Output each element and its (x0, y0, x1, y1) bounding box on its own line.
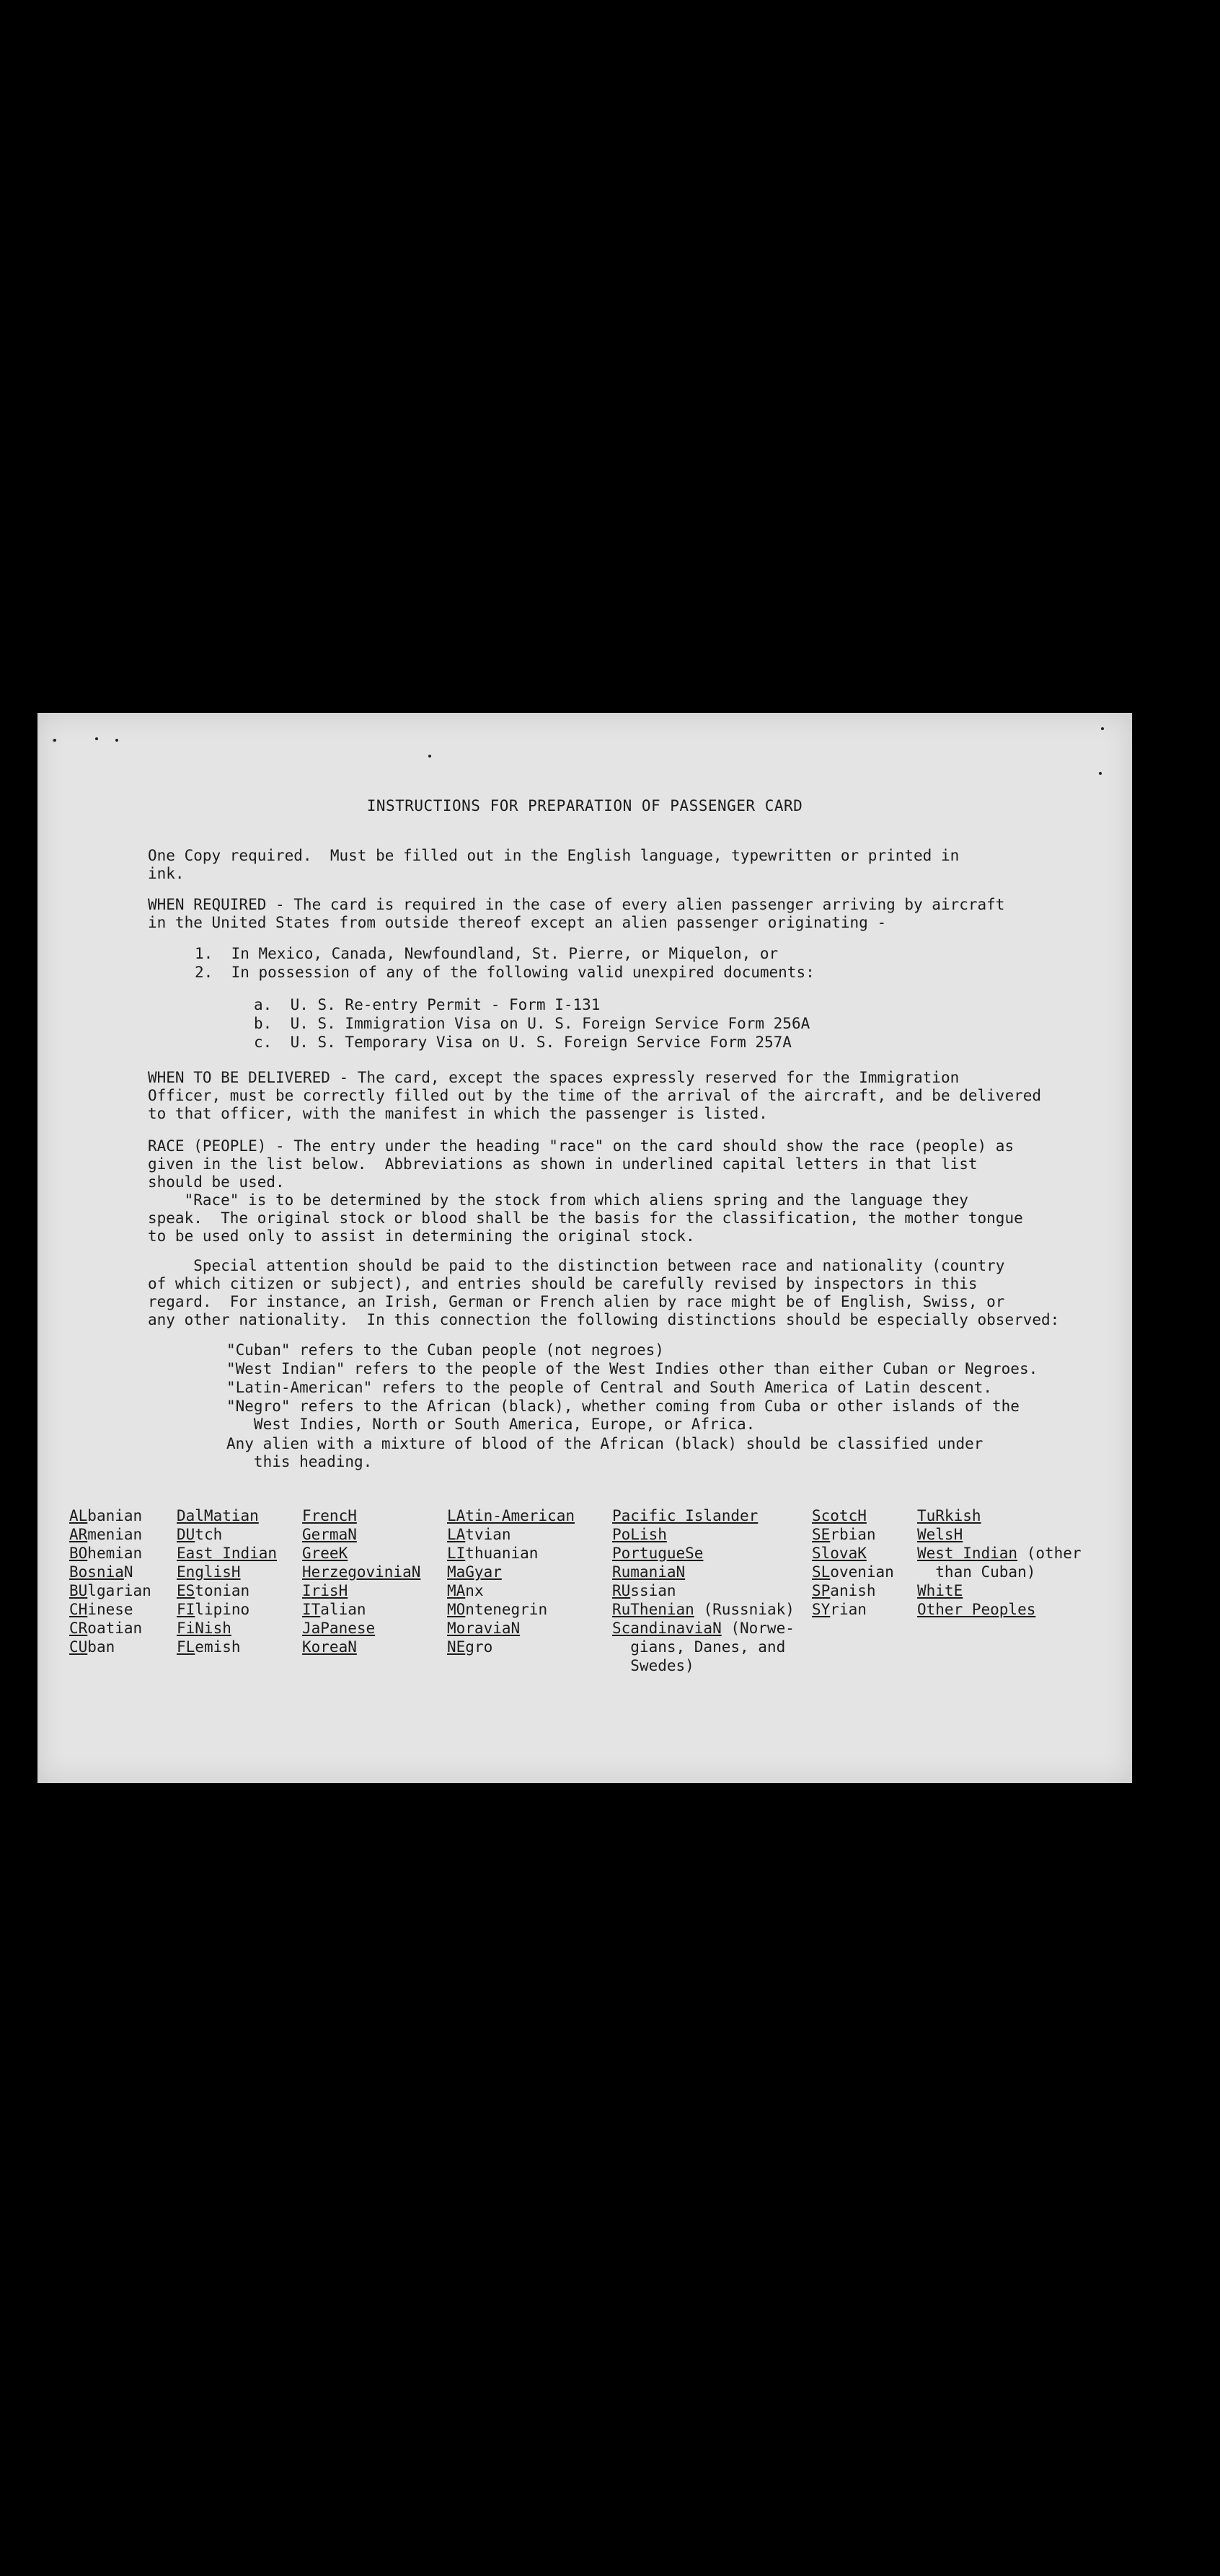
race-name-rest: ban (87, 1638, 115, 1656)
race-abbreviation: LA (447, 1526, 466, 1543)
race-name-rest: emish (195, 1638, 241, 1656)
race-abbreviation: AL (69, 1507, 88, 1524)
distinction-item: Any alien with a mixture of blood of the African (black) should be classified under this heading. (226, 1435, 983, 1470)
document-sheet (37, 713, 1132, 1783)
race-abbreviation: GermaN (302, 1526, 357, 1543)
race-entry (447, 1544, 575, 1563)
race-entry (612, 1544, 795, 1563)
race-abbreviation: MA (447, 1582, 466, 1599)
race-abbreviation: AR (69, 1526, 88, 1543)
race-name-rest: (Norwe- (721, 1620, 795, 1637)
race-column (612, 1506, 795, 1675)
race-name-rest: ssian (630, 1582, 676, 1599)
race-abbreviation: Other Peoples (917, 1601, 1036, 1618)
distinction-item: "Cuban" refers to the Cuban people (not negroes) (226, 1341, 664, 1359)
race-entry (447, 1619, 575, 1638)
race-entry (812, 1600, 894, 1619)
race-abbreviation: KoreaN (302, 1638, 357, 1656)
race-name-rest: hemian (87, 1545, 143, 1562)
race-name-rest: gro (465, 1638, 493, 1656)
race-abbreviation: JaPanese (302, 1620, 376, 1637)
race-entry (812, 1581, 894, 1600)
race-abbreviation: IrisH (302, 1582, 348, 1599)
race-entry (812, 1506, 894, 1525)
race-name-rest: rian (830, 1601, 867, 1618)
race-entry (69, 1638, 151, 1656)
race-abbreviation: DalMatian (177, 1507, 259, 1524)
race-entry (447, 1563, 575, 1581)
race-abbreviation: MO (447, 1601, 466, 1618)
race-entry (812, 1544, 894, 1563)
race-abbreviation: SE (812, 1526, 831, 1543)
intro-paragraph: One Copy required. Must be filled out in the English language, typewritten or printed in ink. (148, 847, 960, 882)
race-entry (177, 1581, 277, 1600)
race-entry (612, 1600, 795, 1619)
race-abbreviation: Pacific Islander (612, 1507, 759, 1524)
race-entry (612, 1619, 795, 1638)
race-name-rest: tch (195, 1526, 223, 1543)
race-entry (302, 1506, 420, 1525)
race-abbreviation: RU (612, 1582, 631, 1599)
race-entry (302, 1581, 420, 1600)
race-name-rest: inese (87, 1601, 133, 1618)
distinction-item: "West Indian" refers to the people of the West Indies other than either Cuban or Negroes. (226, 1360, 1038, 1377)
speck (428, 755, 431, 758)
sub-list-item: a. U. S. Re-entry Permit - Form I-131 (254, 996, 601, 1013)
distinction-item: "Latin-American" refers to the people of Central and South America of Latin descent. (226, 1379, 993, 1396)
race-abbreviation: RumaniaN (612, 1563, 686, 1581)
race-entry (612, 1581, 795, 1600)
race-column (917, 1506, 1082, 1619)
race-entry (177, 1544, 277, 1563)
race-entry (917, 1600, 1082, 1619)
race-entry (177, 1600, 277, 1619)
race-abbreviation: BU (69, 1582, 88, 1599)
race-abbreviation: IT (302, 1601, 321, 1618)
race-abbreviation: FiNish (177, 1620, 231, 1637)
document-title: INSTRUCTIONS FOR PREPARATION OF PASSENGER CARD (366, 797, 803, 814)
race-name-rest: thuanian (465, 1545, 539, 1562)
race-name-rest: lgarian (87, 1582, 151, 1599)
race-abbreviation: ES (177, 1582, 195, 1599)
race-name-rest: gians, Danes, and (612, 1638, 786, 1656)
race-abbreviation: East Indian (177, 1545, 278, 1562)
race-entry (177, 1506, 277, 1525)
race-abbreviation: PortugueSe (612, 1545, 704, 1562)
race-abbreviation: CH (69, 1601, 88, 1618)
race-abbreviation: HerzegoviniaN (302, 1563, 421, 1581)
race-abbreviation: WhitE (917, 1582, 963, 1599)
race-name-rest: rbian (830, 1526, 876, 1543)
race-abbreviation: RuThenian (612, 1601, 694, 1618)
race-name-rest: alian (320, 1601, 366, 1618)
race-column (69, 1506, 151, 1656)
race-abbreviation: TuRkish (917, 1507, 981, 1524)
race-entry (69, 1581, 151, 1600)
race-name-rest: banian (87, 1507, 143, 1524)
when-required-paragraph: WHEN REQUIRED - The card is required in the case of every alien passenger arriving by aircraft in the United States from outside thereof except an alien passenger originating - (148, 896, 1005, 931)
race-entry (302, 1563, 420, 1581)
race-name-rest: tvian (465, 1526, 511, 1543)
race-entry (302, 1544, 420, 1563)
race-column (177, 1506, 277, 1656)
race-entry (69, 1525, 151, 1544)
distinction-item: "Negro" refers to the African (black), whether coming from Cuba or other islands of the West Indies, North or South America, Europe, or Africa. (226, 1398, 1020, 1433)
race-entry (917, 1544, 1082, 1563)
race-entry (612, 1656, 795, 1675)
race-abbreviation: CR (69, 1620, 88, 1637)
special-attention-paragraph: Special attention should be paid to the distinction between race and nationality (country of which citizen or subject), and entries should be carefully revised by inspectors in this regard. For instance, an Irish, German or French alien by race might be of English, Swiss, or any other nationality. In this connection the following distinctions should be especially observed: (148, 1257, 1060, 1328)
race-column (812, 1506, 894, 1619)
race-abbreviation: LAtin-American (447, 1507, 575, 1524)
race-entry (69, 1563, 151, 1581)
race-entry (612, 1638, 795, 1656)
race-entry (69, 1544, 151, 1563)
race-name-rest: than Cuban) (917, 1563, 1036, 1581)
race-entry (612, 1506, 795, 1525)
race-entry (812, 1525, 894, 1544)
race-name-rest: ovenian (830, 1563, 894, 1581)
race-entry (177, 1525, 277, 1544)
race-column (447, 1506, 575, 1656)
race-entry (917, 1581, 1082, 1600)
list-item: 2. In possession of any of the following valid unexpired documents: (195, 964, 815, 981)
race-abbreviation: MoraviaN (447, 1620, 521, 1637)
when-delivered-paragraph: WHEN TO BE DELIVERED - The card, except the spaces expressly reserved for the Immigration Officer, must be correctly filled out by the time of the arrival of the aircraft, and be delivered to that officer, with the manifest in which the passenger is listed. (148, 1069, 1042, 1122)
sub-list-item: b. U. S. Immigration Visa on U. S. Foreign Service Form 256A (254, 1015, 810, 1032)
race-entry (302, 1619, 420, 1638)
race-abbreviation: ScandinaviaN (612, 1620, 722, 1637)
race-entry (447, 1506, 575, 1525)
race-name-rest: lipino (195, 1601, 250, 1618)
race-name-rest: tonian (195, 1582, 250, 1599)
race-entry (177, 1638, 277, 1656)
race-entry (917, 1563, 1082, 1581)
race-entry (917, 1525, 1082, 1544)
sub-list-item: c. U. S. Temporary Visa on U. S. Foreign Service Form 257A (254, 1034, 792, 1051)
race-name-rest: oatian (87, 1620, 143, 1637)
race-entry (447, 1600, 575, 1619)
race-entry (69, 1600, 151, 1619)
race-abbreviation: SP (812, 1582, 831, 1599)
list-item: 1. In Mexico, Canada, Newfoundland, St. Pierre, or Miquelon, or (195, 945, 779, 962)
race-abbreviation: ScotcH (812, 1507, 867, 1524)
race-people-paragraph: RACE (PEOPLE) - The entry under the heading "race" on the card should show the race (people) as given in the list below. Abbreviations as shown in underlined capital letters in that list should be used. "Race" is to be determined by the stock from which aliens spring and the language they speak. The original stock or blood shall be the basis for the classification, the mother tongue to be used only to assist in determining the original stock. (148, 1137, 1023, 1245)
race-name-rest: ntenegrin (465, 1601, 548, 1618)
race-abbreviation: WelsH (917, 1526, 963, 1543)
speck (115, 739, 118, 742)
race-name-rest: N (123, 1563, 133, 1581)
race-abbreviation: GreeK (302, 1545, 348, 1562)
race-abbreviation: West Indian (917, 1545, 1018, 1562)
race-abbreviation: SY (812, 1601, 831, 1618)
race-entry (177, 1619, 277, 1638)
race-entry (447, 1638, 575, 1656)
race-abbreviation: Bosnia (69, 1563, 124, 1581)
race-entry (302, 1525, 420, 1544)
race-abbreviation: FrencH (302, 1507, 357, 1524)
race-entry (812, 1563, 894, 1581)
race-entry (917, 1506, 1082, 1525)
race-entry (612, 1525, 795, 1544)
race-entry (302, 1638, 420, 1656)
race-name-rest: Swedes) (612, 1657, 694, 1674)
speck (1099, 772, 1102, 775)
race-abbreviation: LI (447, 1545, 466, 1562)
race-name-rest: (other (1017, 1545, 1082, 1562)
race-abbreviation: FL (177, 1638, 195, 1656)
race-abbreviation: BO (69, 1545, 88, 1562)
race-abbreviation: FI (177, 1601, 195, 1618)
race-abbreviation: PoLish (612, 1526, 667, 1543)
race-entry (447, 1525, 575, 1544)
race-abbreviation: DU (177, 1526, 195, 1543)
race-abbreviation: CU (69, 1638, 88, 1656)
race-entry (302, 1600, 420, 1619)
race-abbreviation: EnglisH (177, 1563, 241, 1581)
race-name-rest: nx (465, 1582, 484, 1599)
speck (95, 737, 98, 740)
race-name-rest: menian (87, 1526, 143, 1543)
race-entry (177, 1563, 277, 1581)
race-column (302, 1506, 420, 1656)
race-abbreviation: MaGyar (447, 1563, 502, 1581)
race-abbreviation: SlovaK (812, 1545, 867, 1562)
race-entry (69, 1619, 151, 1638)
race-entry (612, 1563, 795, 1581)
speck (1101, 727, 1104, 730)
race-abbreviation: NE (447, 1638, 466, 1656)
race-entry (69, 1506, 151, 1525)
race-name-rest: anish (830, 1582, 876, 1599)
race-abbreviation: SL (812, 1563, 831, 1581)
race-name-rest: (Russniak) (694, 1601, 795, 1618)
race-entry (447, 1581, 575, 1600)
speck (53, 739, 56, 742)
